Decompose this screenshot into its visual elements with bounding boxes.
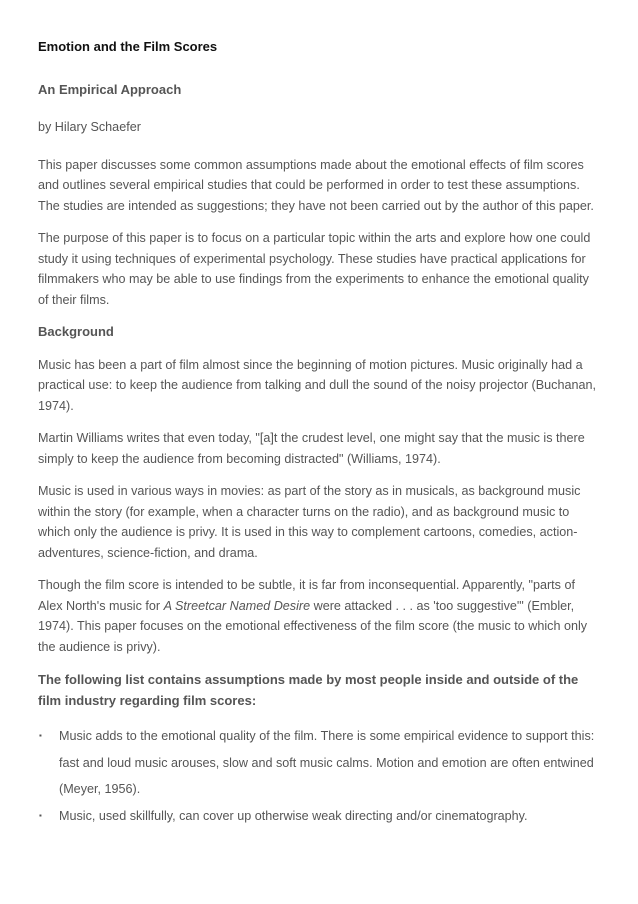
document-page [38, 37, 600, 829]
bullet-icon: ▪ [39, 810, 42, 820]
intro-paragraph: This paper discusses some common assumptions made about the emotional effects of film scores and outlines several empirical studies that could be performed in order to test these assumptions. The studies are intended as suggestions; they have not been carried out by the author of this paper. [38, 157, 594, 213]
author-byline: by Hilary Schaefer [38, 120, 141, 134]
streetcar-paragraph [38, 575, 600, 657]
background-paragraph: Martin Williams writes that even today, "[a]t the crudest level, one might say that the music is there simply to keep the audience from becoming distracted" (Williams, 1974). [38, 431, 585, 466]
film-title: A Streetcar Named Desire [163, 598, 311, 613]
streetcar-text-before: Though the film score is intended to be subtle, it is far from inconsequential. Apparently, "parts of Alex North's music for [38, 578, 575, 613]
background-paragraph: Music has been a part of film almost since the beginning of motion pictures. Music originally had a practical use: to keep the audience from talking and dull the sound of the noisy projector (Buchanan, 1974). [38, 357, 596, 413]
assumptions-list [38, 723, 600, 829]
document-subtitle: An Empirical Approach [38, 81, 182, 97]
list-item-text: Music, used skillfully, can cover up otherwise weak directing and/or cinematography. [59, 808, 528, 823]
background-heading: Background [38, 324, 114, 339]
list-item [38, 723, 600, 803]
assumptions-list-intro: The following list contains assumptions made by most people inside and outside of the film industry regarding film scores: [38, 672, 579, 708]
bullet-icon: ▪ [39, 731, 42, 740]
intro-paragraph: The purpose of this paper is to focus on a particular topic within the arts and explore how one could study it using techniques of experimental psychology. These studies have practical applications for filmmakers who may be able to use findings from the experiments to enhance the emotional quality of their films. [38, 231, 591, 307]
list-item [38, 803, 600, 830]
document-title: Emotion and the Film Scores [38, 39, 218, 54]
list-item-text: Music adds to the emotional quality of the film. There is some empirical evidence to support this: fast and loud music arouses, slow and soft music calms. Motion and emotion are often entwined (Meyer, 1956). [59, 729, 595, 796]
streetcar-text-after: were attacked . . . as 'too suggestive'" (Embler, 1974). This paper focuses on the emotional effectiveness of the film score (the music to which only the audience is privy). [38, 598, 588, 654]
background-paragraph: Music is used in various ways in movies: as part of the story as in musicals, as background music within the story (for example, when a character turns on the radio), and as background music to which only the audience is privy. It is used in this way to complement cartoons, comedies, action-adventures, science-fiction, and drama. [38, 484, 581, 560]
